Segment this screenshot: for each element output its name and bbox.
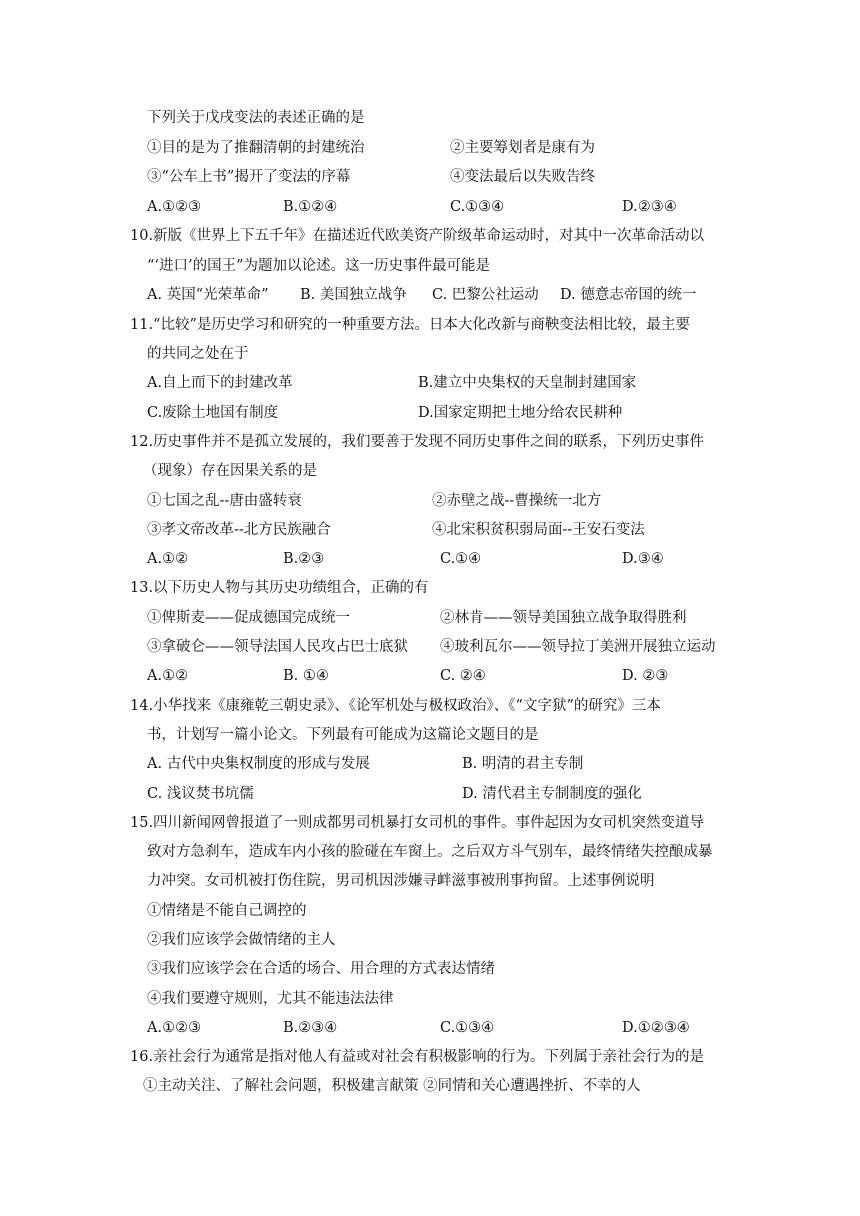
q14-stem-line1: 14.小华找来《康雍乾三朝史录》、《论军机处与极权政治》、《“文字狱”的研究》三本 <box>130 698 661 714</box>
q11-option-c: C.废除土地国有制度 <box>147 405 279 421</box>
q15-item-3: ③我们应该学会在合适的场合、用合理的方式表达情绪 <box>147 961 495 977</box>
q13-item-4: ④玻利瓦尔——领导拉丁美洲开展独立运动 <box>440 639 716 655</box>
q11-option-b: B.建立中央集权的天皇制封建国家 <box>418 375 637 391</box>
q11-option-a: A.自上而下的封建改革 <box>147 375 293 391</box>
q10-option-c: C. 巴黎公社运动 <box>432 287 539 303</box>
q9-item-4: ④变法最后以失败告终 <box>450 169 595 185</box>
q14-option-b: B. 明清的君主专制 <box>462 756 584 772</box>
q9-option-b: B.①②④ <box>283 199 338 215</box>
q13-item-3: ③拿破仑——领导法国人民攻占巴士底狱 <box>147 639 408 655</box>
q9-option-d: D.②③④ <box>622 199 677 215</box>
q10-option-a: A. 英国“光荣革命” <box>147 287 269 303</box>
q16-items-line: ①主动关注、了解社会问题，积极建言献策 ②同情和关心遭遇挫折、不幸的人 <box>143 1078 641 1094</box>
q9-item-2: ②主要筹划者是康有为 <box>450 140 595 156</box>
q9-item-1: ①目的是为了推翻清朝的封建统治 <box>147 140 365 156</box>
q9-option-a: A.①②③ <box>147 199 202 215</box>
q9-item-3: ③“公车上书”揭开了变法的序幕 <box>147 169 351 185</box>
q12-option-b: B.②③ <box>283 551 325 567</box>
q14-stem-line2: 书，计划写一篇小论文。下列最有可能成为这篇论文题目的是 <box>147 727 539 743</box>
q13-item-1: ①俾斯麦——促成德国完成统一 <box>147 610 350 626</box>
q11-stem-line2: 的共同之处在于 <box>147 346 249 362</box>
q14-option-c: C. 浅议焚书坑儒 <box>147 786 254 802</box>
q9-stem: 下列关于戊戌变法的表述正确的是 <box>147 110 365 126</box>
q12-option-a: A.①② <box>147 551 189 567</box>
q12-option-c: C.①④ <box>440 551 482 567</box>
q15-option-b: B.②③④ <box>283 1020 338 1036</box>
q15-option-a: A.①②③ <box>147 1020 202 1036</box>
q15-item-4: ④我们要遵守规则，尤其不能违法法律 <box>147 991 394 1007</box>
q14-option-d: D. 清代君主专制制度的强化 <box>462 786 642 802</box>
q10-option-d: D. 德意志帝国的统一 <box>560 287 697 303</box>
q12-item-2: ②赤壁之战--曹操统一北方 <box>432 493 602 509</box>
q15-stem-line1: 15.四川新闻网曾报道了一则成都男司机暴打女司机的事件。事件起因为女司机突然变道导 <box>130 815 705 831</box>
q12-item-3: ③孝文帝改革--北方民族融合 <box>147 522 331 538</box>
q13-option-d: D. ②③ <box>622 668 669 684</box>
q12-stem-line1: 12.历史事件并不是孤立发展的，我们要善于发现不同历史事件之间的联系，下列历史事件 <box>130 434 705 450</box>
q13-option-b: B. ①④ <box>283 668 329 684</box>
q15-option-c: C.①③④ <box>440 1020 495 1036</box>
q13-item-2: ②林肯——领导美国独立战争取得胜利 <box>440 610 687 626</box>
q14-option-a: A. 古代中央集权制度的形成与发展 <box>147 756 370 772</box>
q10-option-b: B. 美国独立战争 <box>300 287 407 303</box>
q13-option-c: C. ②④ <box>440 668 486 684</box>
q16-stem: 16.亲社会行为通常是指对他人有益或对社会有积极影响的行为。下列属于亲社会行为的是 <box>130 1049 705 1065</box>
q10-stem-line1: 10.新版《世界上下五千年》在描述近代欧美资产阶级革命运动时，对其中一次革命活动以 <box>130 228 705 244</box>
q11-stem-line1: 11.“比较”是历史学习和研究的一种重要方法。日本大化改新与商鞅变法相比较，最主要 <box>130 317 690 333</box>
q10-stem-line2: “‘进口’的国王”为题加以论述。这一历史事件最可能是 <box>147 258 491 274</box>
q12-item-4: ④北宋积贫积弱局面--王安石变法 <box>432 522 645 538</box>
q9-option-c: C.①③④ <box>450 199 505 215</box>
q15-item-1: ①情绪是不能自己调控的 <box>147 903 307 919</box>
q11-option-d: D.国家定期把土地分给农民耕种 <box>418 405 623 421</box>
q13-option-a: A.①② <box>147 668 189 684</box>
q12-stem-line2: （现象）存在因果关系的是 <box>143 463 317 479</box>
q12-item-1: ①七国之乱--唐由盛转衰 <box>147 493 302 509</box>
q15-stem-line3: 力冲突。女司机被打伤住院，男司机因涉嫌寻衅滋事被刑事拘留。上述事例说明 <box>147 873 655 889</box>
q15-option-d: D.①②③④ <box>622 1020 690 1036</box>
q15-item-2: ②我们应该学会做情绪的主人 <box>147 932 336 948</box>
q15-stem-line2: 致对方急刹车，造成车内小孩的脸碰在车窗上。之后双方斗气别车，最终情绪失控酿成暴 <box>147 844 713 860</box>
q12-option-d: D.③④ <box>622 551 664 567</box>
q13-stem: 13.以下历史人物与其历史功绩组合，正确的有 <box>130 580 429 596</box>
